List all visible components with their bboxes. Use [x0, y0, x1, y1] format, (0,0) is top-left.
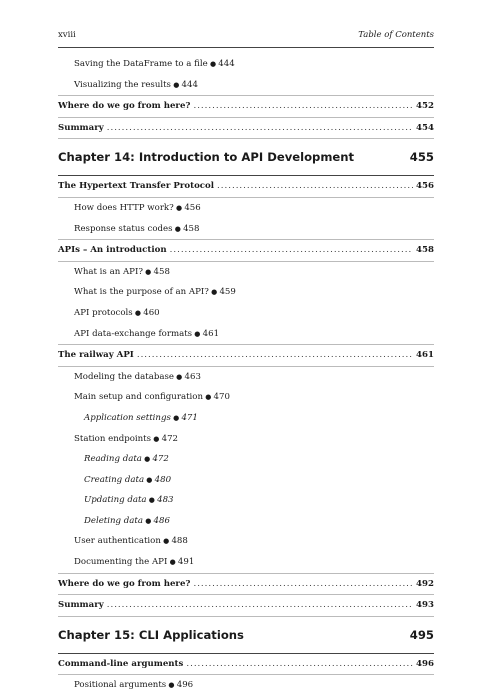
toc-subentry[interactable]: [58, 282, 434, 303]
toc-entry-title: Response status codes: [74, 223, 173, 234]
dot-leader: [193, 574, 413, 595]
bullet-separator: ●: [142, 516, 154, 525]
toc-subentry[interactable]: [58, 387, 434, 408]
bullet-separator: ●: [208, 288, 220, 297]
toc-subentry[interactable]: [58, 198, 434, 219]
header-rule: [58, 47, 434, 48]
toc-subentry[interactable]: [58, 303, 434, 324]
toc-entry-title: Summary: [58, 600, 104, 611]
toc-chapter-heading[interactable]: [58, 617, 434, 654]
toc-entry-title: User authentication: [74, 536, 161, 547]
toc-entry-page: 496: [176, 680, 194, 691]
page-number: xviii: [58, 30, 76, 40]
bullet-separator: ●: [167, 558, 178, 567]
toc-entry-title: The railway API: [58, 350, 134, 361]
toc-entry-title: API protocols: [74, 307, 133, 318]
toc-subentry[interactable]: [58, 367, 434, 388]
toc-subentry[interactable]: [58, 219, 434, 241]
bullet-separator: ●: [151, 434, 162, 443]
bullet-separator: ●: [141, 455, 153, 464]
toc-entry-title: Visualizing the results: [74, 79, 171, 90]
toc-section-entry[interactable]: [58, 96, 434, 118]
toc-subsection-entry[interactable]: [58, 408, 434, 429]
dot-leader: [107, 595, 413, 616]
bullet-separator: ●: [166, 681, 177, 690]
toc-subsection-entry[interactable]: [58, 511, 434, 532]
toc-subsection-entry[interactable]: [58, 490, 434, 511]
toc-entry-page: 491: [177, 557, 195, 568]
dot-leader: [170, 240, 413, 261]
toc-entry-page: 444: [218, 59, 235, 69]
toc-entry-page: 461: [416, 350, 434, 361]
toc-entry-title: Command-line arguments: [58, 658, 184, 669]
toc-entry-title: Positional arguments: [74, 680, 167, 691]
toc-section-entry[interactable]: [58, 118, 434, 140]
toc-subentry[interactable]: [58, 675, 434, 696]
toc-entry-page: 483: [157, 495, 174, 506]
toc-chapter-title: Chapter 14: Introduction to API Development: [58, 150, 355, 165]
bullet-separator: ●: [207, 60, 219, 68]
bullet-separator: ●: [170, 413, 182, 422]
bullet-separator: ●: [132, 308, 144, 317]
toc-entry-title: Where do we go from here?: [58, 578, 191, 589]
toc-subentry[interactable]: [58, 531, 434, 552]
running-title: Table of Contents: [358, 30, 434, 40]
toc-entry-title: Deleting data: [84, 515, 143, 526]
toc-section-entry[interactable]: [58, 654, 434, 676]
toc-entry-title: The Hypertext Transfer Protocol: [58, 181, 215, 192]
toc-subentry[interactable]: [58, 552, 434, 574]
toc-entry-title: Summary: [58, 122, 104, 133]
toc-section-entry[interactable]: [58, 176, 434, 198]
toc-entry-page: 460: [143, 307, 160, 318]
toc-entry-page: 459: [219, 287, 236, 298]
toc-subentry[interactable]: [58, 324, 434, 346]
toc-entry-title: Station endpoints: [74, 433, 152, 444]
toc-entry-page: 456: [416, 181, 434, 192]
toc-entries: [58, 54, 434, 696]
toc-entry-page: 472: [161, 433, 179, 444]
toc-entry-page: 454: [416, 122, 434, 133]
toc-entry-title: Reading data: [84, 454, 142, 465]
toc-entry-title: How does HTTP work?: [74, 202, 174, 213]
toc-entry-title: Main setup and configuration: [74, 392, 203, 403]
dot-leader: [107, 118, 413, 139]
toc-subsection-entry[interactable]: [58, 470, 434, 491]
dot-leader: [193, 96, 413, 117]
toc-entry-page: 456: [184, 202, 201, 213]
bullet-separator: ●: [173, 203, 185, 212]
toc-entry-page: 458: [153, 266, 170, 277]
toc-entry-page: 471: [181, 412, 198, 423]
running-head: [58, 30, 434, 44]
toc-entry-title: API data-exchange formats: [74, 328, 193, 339]
toc-entry-page: 486: [153, 515, 170, 526]
bullet-separator: ●: [146, 496, 158, 505]
bullet-separator: ●: [172, 224, 184, 233]
bullet-separator: ●: [202, 393, 214, 402]
toc-entry-title: What is the purpose of an API?: [74, 287, 209, 298]
toc-subentry[interactable]: [58, 75, 434, 97]
toc-section-entry[interactable]: [58, 574, 434, 596]
toc-entry-page: 488: [171, 536, 188, 547]
toc-entry-title: Updating data: [84, 495, 147, 506]
toc-subentry[interactable]: [58, 262, 434, 283]
toc-entry-title: Creating data: [84, 474, 145, 485]
dot-leader: [186, 654, 413, 675]
toc-entry-page: 461: [202, 328, 220, 339]
bullet-separator: ●: [170, 80, 182, 89]
toc-entry-title: Where do we go from here?: [58, 101, 191, 112]
toc-entry-page: 458: [183, 223, 200, 234]
toc-entry-title: Documenting the API: [74, 557, 168, 568]
toc-entry-title: Modeling the database: [74, 371, 174, 382]
toc-entry-title: Saving the DataFrame to a file: [74, 59, 208, 69]
toc-section-entry[interactable]: [58, 240, 434, 262]
bullet-separator: ●: [160, 537, 172, 546]
bullet-separator: ●: [173, 372, 185, 381]
toc-entry-page: 480: [154, 474, 172, 485]
toc-section-entry[interactable]: [58, 595, 434, 617]
dot-leader: [137, 345, 413, 366]
toc-subentry[interactable]: [58, 429, 434, 450]
bullet-separator: ●: [144, 475, 155, 484]
toc-entry-title: APIs – An introduction: [58, 245, 167, 256]
toc-entry-title: Application settings: [84, 412, 171, 423]
toc-entry-page: 458: [416, 245, 434, 256]
toc-chapter-heading[interactable]: [58, 139, 434, 176]
toc-entry-page: 496: [416, 658, 434, 669]
toc-chapter-page: 455: [409, 150, 434, 165]
toc-entry-page: 452: [416, 101, 434, 112]
bullet-separator: ●: [192, 329, 203, 338]
dot-leader: [217, 176, 413, 197]
toc-entry-page: 492: [416, 578, 434, 589]
toc-page: [58, 0, 434, 691]
toc-entry-page: 470: [213, 392, 230, 403]
toc-section-entry[interactable]: [58, 345, 434, 367]
toc-chapter-title: Chapter 15: CLI Applications: [58, 627, 244, 642]
toc-subsection-entry[interactable]: [58, 449, 434, 470]
toc-entry-page: 463: [184, 371, 201, 382]
toc-entry-page: 444: [181, 79, 198, 90]
bullet-separator: ●: [142, 267, 154, 276]
toc-entry-page: 493: [416, 600, 434, 611]
toc-entry-page: 472: [152, 454, 169, 465]
toc-entry-title: What is an API?: [74, 266, 143, 277]
toc-chapter-page: 495: [409, 627, 434, 642]
toc-subentry[interactable]: [58, 54, 434, 75]
